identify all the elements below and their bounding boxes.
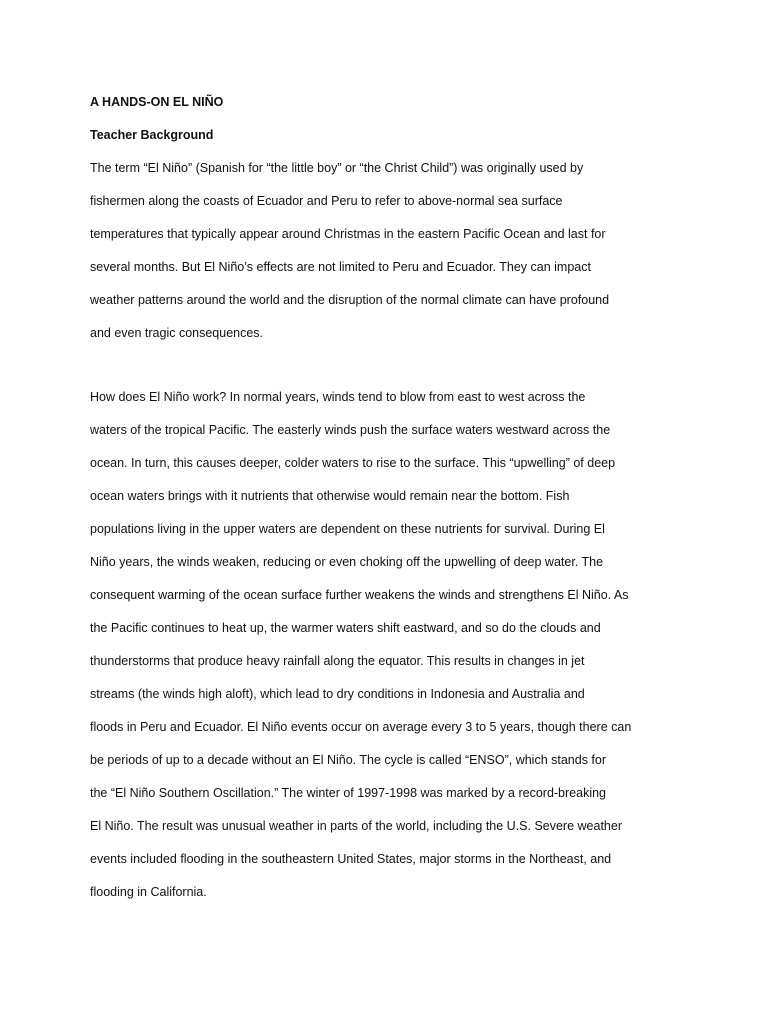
section-heading: Teacher Background [90,128,214,142]
text-line: waters of the tropical Pacific. The easterly winds push the surface waters westward across the [90,423,611,437]
text-line: temperatures that typically appear around Christmas in the eastern Pacific Ocean and last for [90,227,606,241]
text-line: El Niño. The result was unusual weather in parts of the world, including the U.S. Severe weather [90,819,622,833]
paragraph-intro [90,159,650,357]
text-line: floods in Peru and Ecuador. El Niño events occur on average every 3 to 5 years, though there can [90,720,632,734]
text-line: weather patterns around the world and the disruption of the normal climate can have profound [90,293,610,307]
text-line: consequent warming of the ocean surface further weakens the winds and strengthens El Niño. As [90,588,629,602]
document-title: A HANDS-ON EL NIÑO [90,95,224,109]
text-line: ocean waters brings with it nutrients that otherwise would remain near the bottom. Fish [90,489,570,503]
text-line: The term “El Niño” (Spanish for “the little boy” or “the Christ Child”) was originally used by [90,161,584,175]
text-line: ocean. In turn, this causes deeper, colder waters to rise to the surface. This “upwelling” of deep [90,456,616,470]
paragraph-how-it-works [90,388,650,916]
text-line: be periods of up to a decade without an El Niño. The cycle is called “ENSO”, which stands for [90,753,607,767]
text-line: populations living in the upper waters are dependent on these nutrients for survival. During El [90,522,605,536]
text-line: thunderstorms that produce heavy rainfall along the equator. This results in changes in jet [90,654,585,668]
text-line: events included flooding in the southeastern United States, major storms in the Northeast, and [90,852,612,866]
text-line: Niño years, the winds weaken, reducing or even choking off the upwelling of deep water. The [90,555,604,569]
text-line: and even tragic consequences. [90,326,264,340]
text-line: several months. But El Niño’s effects are not limited to Peru and Ecuador. They can impact [90,260,591,274]
text-line: streams (the winds high aloft), which lead to dry conditions in Indonesia and Australia and [90,687,585,701]
text-line: flooding in California. [90,885,207,899]
text-line: the Pacific continues to heat up, the warmer waters shift eastward, and so do the clouds and [90,621,601,635]
text-line: the “El Niño Southern Oscillation.” The winter of 1997-1998 was marked by a record-breaking [90,786,607,800]
text-line: How does El Niño work? In normal years, winds tend to blow from east to west across the [90,390,586,404]
text-line: fishermen along the coasts of Ecuador and Peru to refer to above-normal sea surface [90,194,563,208]
